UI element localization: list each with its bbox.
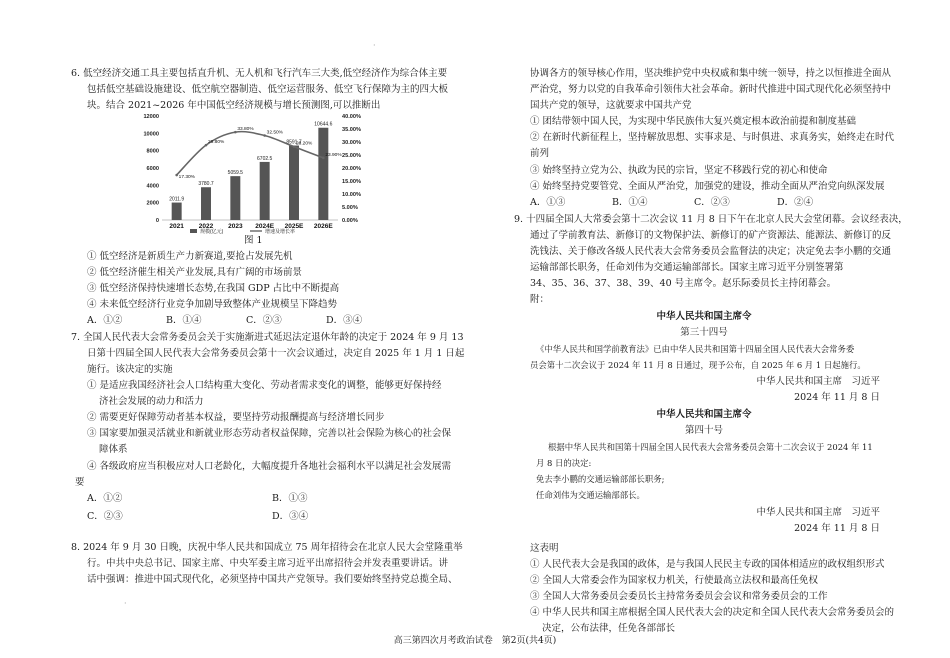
growth-rate-label: 28.80% <box>208 140 225 146</box>
y-tick-label: 6000 <box>146 166 159 172</box>
q9-stem-line-1: 9. 十四届全国人大常委会第十二次会议 11 月 8 日下午在北京人民大会堂闭幕。会议经表决， <box>514 214 908 225</box>
q8-item-2-cont: 前列 <box>530 148 550 159</box>
q7-option-c: C．②③ <box>87 511 123 522</box>
q7-item-1-cont: 济社会发展的动力和活力 <box>99 396 204 407</box>
q6-stem-line-2: 包括低空基础设施建设、低空航空器制造、低空运营服务、低空飞行保障为主的四大板 <box>87 84 449 95</box>
bar-value-label: 6702.5 <box>257 155 273 162</box>
order-40-body-1: 根据中华人民共和国第十四届全国人民代表大会常务委员会第十二次会议于 2024 年 11 <box>548 442 873 452</box>
q7-option-d: D．③④ <box>272 511 309 522</box>
bar-value-label: 3780.7 <box>198 181 214 188</box>
figure-caption: 图 1 <box>244 235 263 246</box>
bar <box>201 187 211 220</box>
bar-value-label: 2011.9 <box>169 196 185 203</box>
x-tick-label: 2026E <box>313 223 333 230</box>
q7-option-b: B．①③ <box>272 493 308 504</box>
y2-tick-label: 15.00% <box>342 179 361 185</box>
q9-stem-line-4: 运输部部长职务，任命刘伟为交通运输部部长。国家主席习近平分别签署第 <box>530 262 844 273</box>
q9-stem-line-3: 洗钱法、关于修改各级人民代表大会常务委员会监督法的决定；决定免去李小鹏的交通 <box>530 246 892 257</box>
growth-rate-label: 33.80% <box>237 127 254 133</box>
q6-item-4: ④ 未来低空经济行业竞争加剧导致整体产业规模呈下降趋势 <box>87 299 338 310</box>
low-altitude-economy-chart <box>132 110 376 238</box>
growth-rate-label: 17.30% <box>178 175 195 181</box>
growth-rate-point <box>322 157 325 160</box>
x-tick-label: 2023 <box>228 223 243 230</box>
q8-option-a: A．①③ <box>530 197 566 208</box>
bar-value-label: 8591.7 <box>286 139 302 146</box>
x-tick-label: 2021 <box>169 223 184 230</box>
q7-item-2: ② 需要更好保障劳动者基本权益，要坚持劳动报酬提高与经济增长同步 <box>87 412 385 423</box>
q7-item-3-cont: 障体系 <box>99 444 128 455</box>
top-mark: · <box>373 41 376 50</box>
y2-tick-label: 10.00% <box>342 192 361 198</box>
q8-item-1: ① 团结带领中国人民，为实现中华民族伟大复兴奠定根本政治前提和制度基础 <box>530 116 857 127</box>
y2-tick-label: 30.00% <box>342 140 361 146</box>
order-34-sign: 中华人民共和国主席 习近平 <box>756 376 880 387</box>
q6-item-3: ③ 低空经济保持快速增长态势,在我国 GDP 占比中不断提高 <box>87 283 340 294</box>
order-40-heading: 中华人民共和国主席令 <box>656 409 752 420</box>
order-34-body-1: 《中华人民共和国学前教育法》已由中华人民共和国第十四届全国人民代表大会常务委 <box>536 344 855 354</box>
order-40-date: 2024 年 11 月 8 日 <box>794 523 880 534</box>
q9-item-4: ④ 中华人民共和国主席根据全国人民代表大会的决定和全国人民代表大会常务委员会的 <box>530 607 895 618</box>
q8-cont-line-2: 严治党，努力以党的自我革命引领伟大社会革命。新时代推进中国式现代化必须坚持中 <box>530 84 892 95</box>
q8-cont-line-3: 国共产党的领导，这就要求中国共产党 <box>530 100 692 111</box>
y-tick-label: 4000 <box>146 183 159 190</box>
q7-stem-line-3: 施行。该决定的实施 <box>87 364 173 375</box>
bar-value-label: 10644.6 <box>314 121 333 128</box>
q8-item-4: ④ 始终坚持党要管党、全面从严治党，加强党的建设，推动全面从严治党向纵深发展 <box>530 181 885 192</box>
bar <box>230 176 240 220</box>
q7-item-3: ③ 国家要加强灵活就业和新就业形态劳动者权益保障，完善以社会保险为核心的社会保 <box>87 428 452 439</box>
growth-rate-point <box>234 131 237 134</box>
q7-item-4: ④ 各级政府应当积极应对人口老龄化，大幅度提升各地社会福利水平以满足社会发展需 <box>87 461 452 472</box>
legend-label-line: 增速及增长率 <box>265 229 296 235</box>
q7-stem-line-2: 日第十四届全国人民代表大会常务委员会第十一次会议通过，决定自 2025 年 1 月 1 日起 <box>87 348 465 359</box>
y-tick-label: 12000 <box>143 114 159 120</box>
y-tick-label: 0 <box>155 218 159 224</box>
order-40-body-4: 任命刘伟为交通运输部部长。 <box>536 490 645 500</box>
legend-label-bars: 规模(亿元) <box>200 229 224 235</box>
q6-stem-line-1: 6. 低空经济交通工具主要包括直升机、无人机和飞行汽车三大类,低空经济作为综合体主要 <box>71 68 448 79</box>
y2-tick-label: 35.00% <box>342 127 361 133</box>
growth-rate-point <box>293 145 296 148</box>
order-34-body-2: 员会第十二次会议于 2024 年 11 月 8 日通过，现予公布，自 2025 年 6 月 1 日起施行。 <box>530 360 866 370</box>
q9-item-4-cont: 决定，公布法律，任免各部部长 <box>542 623 676 634</box>
order-40-number: 第四十号 <box>684 425 723 436</box>
order-40-sign: 中华人民共和国主席 习近平 <box>756 507 880 518</box>
q9-item-2: ② 全国人大常委会作为国家权力机关，行使最高立法权和最高任免权 <box>530 575 819 586</box>
q6-stem-line-3: 块。结合 2021~2026 年中国低空经济规模与增长预测图,可以推断出 <box>87 100 381 111</box>
q6-option-a: A．①② <box>87 315 123 326</box>
q8-item-2: ② 在新时代新征程上，坚持解放思想、实事求是、与时俱进、求真务实，始终走在时代 <box>530 132 895 143</box>
growth-rate-line <box>177 132 324 175</box>
page-footer: 高三第四次月考政治试卷 第2页(共4页) <box>393 636 557 646</box>
order-34-heading: 中华人民共和国主席令 <box>656 311 752 322</box>
q8-option-d: D．②④ <box>777 197 814 208</box>
growth-rate-label: 28.20% <box>296 141 313 147</box>
q7-item-1: ① 是适应我国经济社会人口结构重大变化、劳动者需求变化的调整，能够更好保持经 <box>87 380 442 391</box>
q8-stem-line-3: 话中强调：推进中国式现代化，必须坚持中国共产党领导。我们要始终坚持党总揽全局、 <box>87 574 458 585</box>
y-tick-label: 10000 <box>143 131 159 138</box>
q9-item-1: ① 人民代表大会是我国的政体，是与我国人民民主专政的国体相适应的政权组织形式 <box>530 559 885 570</box>
q6-option-d: D．③④ <box>326 315 363 326</box>
q8-cont-line-1: 协调各方的领导核心作用，坚决维护党中央权威和集中统一领导，持之以恒推进全面从 <box>530 68 892 79</box>
q8-stem-line-2: 行。中共中央总书记、国家主席、中央军委主席习近平出席招待会并发表重要讲话。讲 <box>87 558 449 569</box>
order-40-body-2: 月 8 日的决定: <box>536 458 592 468</box>
bar <box>318 128 328 220</box>
order-40-body-3: 免去李小鹏的交通运输部部长职务; <box>536 474 665 484</box>
q9-item-3: ③ 全国人大常务委员会委员长主持常务委员会会议和常务委员会的工作 <box>530 591 828 602</box>
x-tick-label: 2022 <box>198 223 214 230</box>
y-tick-label: 8000 <box>146 148 159 155</box>
y2-tick-label: 20.00% <box>342 166 361 172</box>
bar <box>172 203 182 220</box>
bar-value-label: 5059.5 <box>227 170 243 177</box>
legend-swatch-bars <box>190 229 197 233</box>
y2-tick-label: 25.00% <box>342 153 361 159</box>
q9-stem-line-2: 通过了学前教育法、新修订的文物保护法、新修订的矿产资源法、能源法、新修订的反 <box>530 230 892 241</box>
x-tick-label: 2025E <box>284 223 304 230</box>
q8-stem-line-1: 8. 2024 年 9 月 30 日晚，庆祝中华人民共和国成立 75 周年招待会在北京人民大会堂隆重举 <box>71 542 463 553</box>
bottom-mark: · <box>124 599 127 608</box>
y2-tick-label: 5.00% <box>342 205 358 211</box>
growth-rate-point <box>263 134 266 137</box>
y2-tick-label: 0.00% <box>342 218 358 224</box>
growth-rate-point <box>205 144 208 147</box>
order-34-number: 第三十四号 <box>680 327 728 338</box>
q9-stem-line-5: 34、35、36、37、38、39、40 号主席令。赵乐际委员长主持闭幕会。 <box>530 278 837 289</box>
q6-option-b: B．①④ <box>166 315 202 326</box>
q7-item-4-cont: 要 <box>75 477 85 488</box>
q8-item-3: ③ 始终坚持立党为公、执政为民的宗旨，坚定不移践行党的初心和使命 <box>530 165 828 176</box>
x-tick-label: 2024E <box>255 223 275 230</box>
q6-item-2: ② 低空经济催生相关产业发展,具有广阔的市场前景 <box>87 267 303 278</box>
q7-option-a: A．①② <box>87 493 123 504</box>
growth-rate-label: 32.50% <box>266 130 283 136</box>
growth-rate-point <box>175 174 178 177</box>
growth-rate-label: 23.90% <box>325 152 342 158</box>
q9-attach: 附： <box>530 294 550 305</box>
y2-tick-label: 40.00% <box>342 114 361 120</box>
bar <box>260 162 270 220</box>
q9-conclusion: 这表明 <box>530 543 559 554</box>
q8-option-b: B．①④ <box>612 197 648 208</box>
y-tick-label: 2000 <box>146 200 159 207</box>
bar <box>289 146 299 220</box>
q6-item-1: ① 低空经济是新质生产力新赛道,要抢占发展先机 <box>87 251 293 262</box>
order-34-date: 2024 年 11 月 8 日 <box>794 392 880 403</box>
q7-stem-line-1: 7. 全国人民代表大会常务委员会关于实施渐进式延迟法定退休年龄的决定于 2024 年 9 月 13 <box>71 332 464 343</box>
q8-option-c: C．②③ <box>694 197 730 208</box>
q6-option-c: C．②③ <box>246 315 282 326</box>
